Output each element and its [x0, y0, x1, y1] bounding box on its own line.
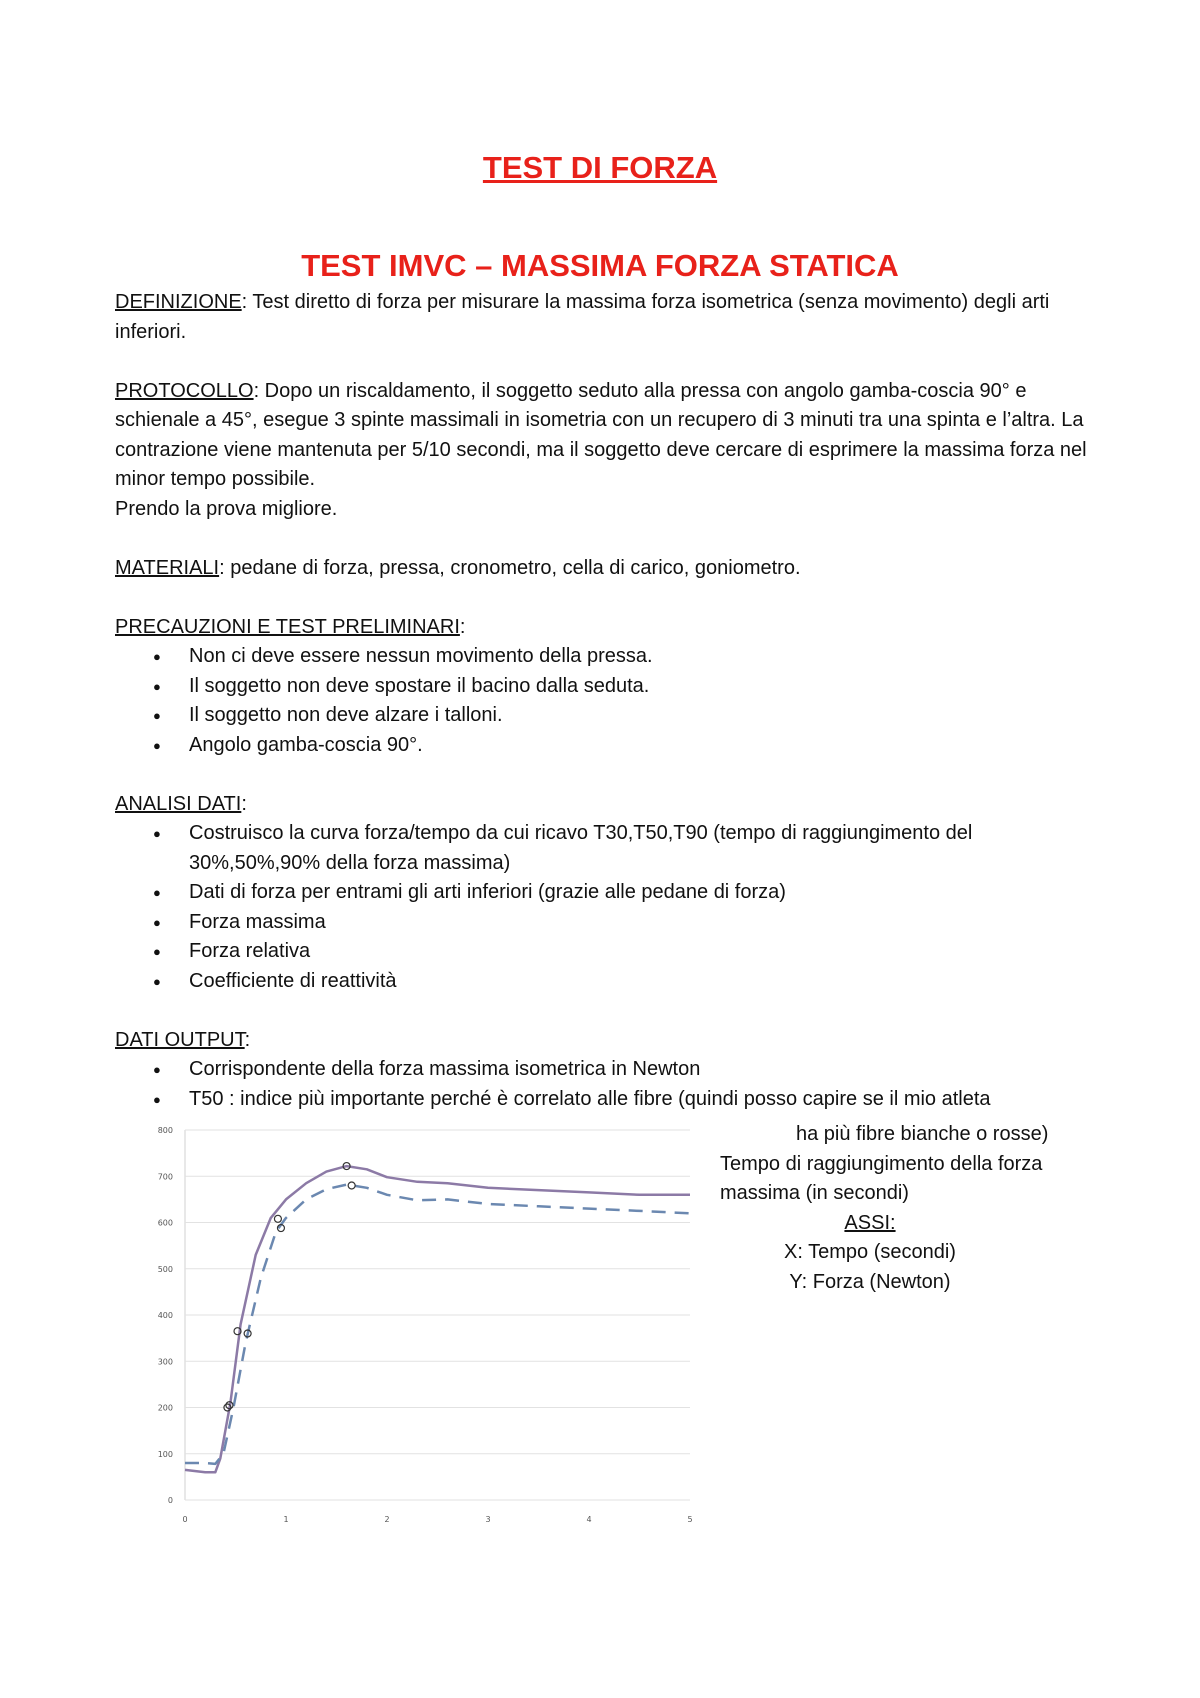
data-point-marker: [274, 1215, 281, 1222]
output-heading: DATI OUTPUT:: [115, 1028, 251, 1051]
asse-y-text: Y: Forza (Newton): [789, 1270, 951, 1293]
document-title: TEST DI FORZA: [482, 150, 718, 185]
list-item: ● Forza massima: [115, 908, 1100, 938]
list-item: ● Angolo gamba-coscia 90°.: [115, 731, 1100, 761]
list-item: ● Costruisco la curva forza/tempo da cui ricavo T30,T50,T90 (tempo di raggiungimento del 30%,50%,90% della forza massima): [115, 819, 1100, 878]
list-item: ● Coefficiente di reattività: [115, 967, 1100, 997]
x-tick-label: 1: [283, 1515, 289, 1524]
definizione-paragraph: [115, 288, 1100, 347]
x-tick-label: 4: [586, 1515, 592, 1524]
y-tick-label: 800: [157, 1126, 173, 1135]
x-tick-label: 5: [687, 1515, 693, 1524]
x-tick-label: 3: [485, 1515, 491, 1524]
document-body: [115, 288, 1100, 1114]
analisi-list: [115, 819, 1100, 996]
section-title: TEST IMVC – MASSIMA FORZA STATICA: [301, 248, 899, 283]
y-tick-label: 0: [167, 1496, 173, 1505]
definizione-label: DEFINIZIONE: [115, 291, 242, 313]
y-tick-label: 700: [157, 1172, 173, 1182]
y-tick-label: 200: [157, 1403, 173, 1413]
list-item: ● Il soggetto non deve spostare il bacino dalla seduta.: [115, 672, 1100, 702]
y-tick-label: 100: [157, 1449, 173, 1459]
data-point-marker: [348, 1182, 355, 1189]
series-line-dashed: [185, 1185, 690, 1464]
precauzioni-heading: PRECAUZIONI E TEST PRELIMINARI:: [115, 615, 466, 638]
output-label: DATI OUTPUT: [115, 1028, 245, 1051]
analisi-label: ANALISI DATI: [115, 792, 242, 815]
list-item: ● Il soggetto non deve alzare i talloni.: [115, 701, 1100, 731]
y-tick-label: 400: [157, 1311, 173, 1320]
list-item: ● T50 : indice più importante perché è correlato alle fibre (quindi posso capire se il mio atleta: [115, 1085, 1100, 1115]
definizione-text: : Test diretto di forza per misurare la massima forza isometrica (senza movimento) degli arti inferiori.: [115, 291, 1050, 343]
series-line-solid: [185, 1166, 690, 1472]
list-item: ● Corrispondente della forza massima isometrica in Newton: [115, 1055, 1100, 1085]
y-tick-label: 600: [157, 1218, 173, 1228]
y-tick-label: 500: [157, 1264, 173, 1274]
x-tick-label: 0: [182, 1515, 188, 1524]
assi-label: ASSI:: [844, 1211, 896, 1234]
x-tick-label: 2: [384, 1515, 390, 1524]
protocollo-label: PROTOCOLLO: [115, 379, 254, 402]
precauzioni-list: [115, 642, 1100, 760]
list-item: ● Non ci deve essere nessun movimento della pressa.: [115, 642, 1100, 672]
list-item: ● Dati di forza per entrami gli arti inferiori (grazie alle pedane di forza): [115, 878, 1100, 908]
output-cont-2: Tempo di raggiungimento della forza: [720, 1152, 1043, 1175]
materiali-label: MATERIALI: [115, 556, 220, 579]
output-continuation: [720, 1120, 1100, 1297]
output-cont-1: ha più fibre bianche o rosse): [796, 1123, 1049, 1145]
output-cont-3: massima (in secondi): [720, 1182, 909, 1204]
materiali-text: : pedane di forza, pressa, cronometro, cella di carico, goniometro.: [219, 556, 801, 579]
y-tick-label: 300: [157, 1357, 173, 1367]
precauzioni-label: PRECAUZIONI E TEST PRELIMINARI: [115, 615, 460, 638]
analisi-heading: ANALISI DATI:: [115, 792, 247, 815]
materiali-paragraph: [115, 554, 1100, 584]
force-time-chart: [145, 1120, 705, 1540]
protocollo-paragraph: [115, 377, 1100, 495]
asse-x-text: X: Tempo (secondi): [784, 1241, 956, 1263]
protocollo-text-2: Prendo la prova migliore.: [115, 497, 338, 520]
protocollo-text: : Dopo un riscaldamento, il soggetto seduto alla pressa con angolo gamba-coscia 90° e schienale a 45°, esegue 3 spinte massimali in isometria con un recupero di 3 minuti tra una spinta e l’altra. La contrazione viene mantenuta per 5/10 secondi, ma il soggetto deve cercare di esprimere la massima forza nel minor tempo possibile.: [115, 379, 1087, 490]
output-list: [115, 1055, 1100, 1114]
list-item: ● Forza relativa: [115, 937, 1100, 967]
